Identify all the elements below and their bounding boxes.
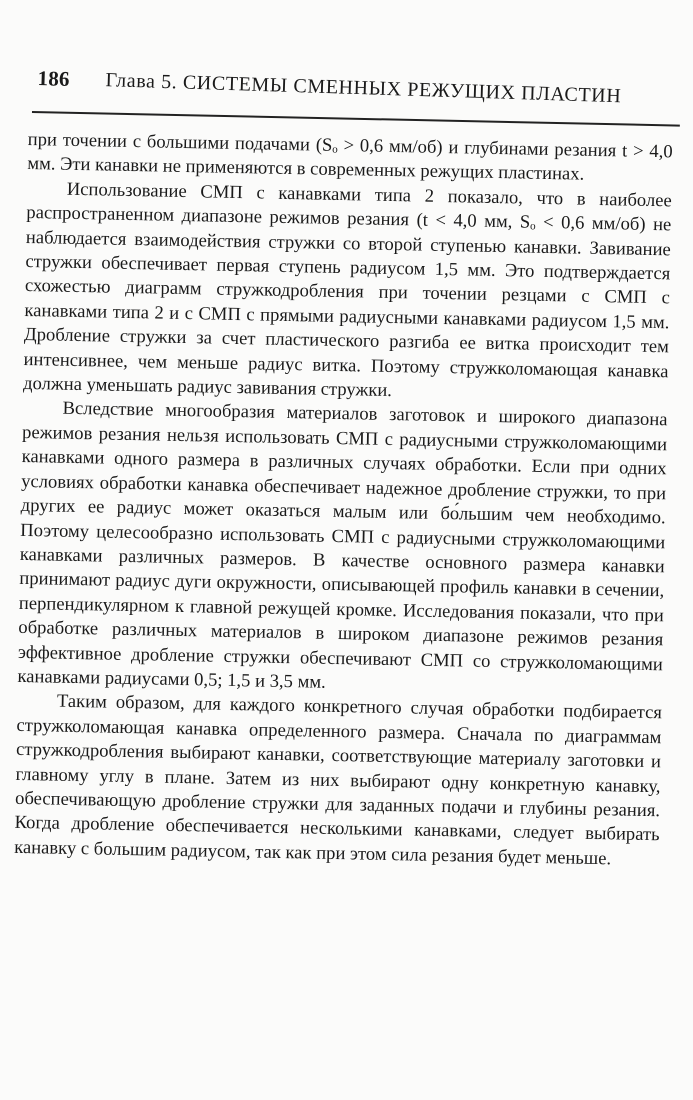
paragraph: при точении с большими подачами (Sₒ > 0,6 мм/об) и глубинами резания t > 4,0 мм. Эти канавки не применяются в современных режущих пластинах. xyxy=(27,128,673,186)
body-text xyxy=(14,128,673,872)
paragraph: Вследствие многообразия материалов заготовок и широкого диапазона режимов резания нельзя использовать СМП с радиусными стружколомающими канавками одного размера в различных случаях обработки. Если при одних условиях обработки канавка обеспечивает надежное дробление стружки, то при других ее радиус может оказаться малым или бо́льшим чем необходимо. Поэтому целесообразно использовать СМП с радиусными стружколомающими канавками различных размеров. В качестве основного размера канавки принимают радиус дуги окружности, описывающей профиль канавки в сечении, перпендикулярном к главной режущей кромке. Исследования показали, что при обработке различных материалов в широком диапазоне режимов резания эффективное дробление стружки обеспечивают СМП со стружколомающими канавками радиусами 0,5; 1,5 и 3,5 мм. xyxy=(17,398,668,693)
chapter-title: Глава 5. СИСТЕМЫ СМЕННЫХ РЕЖУЩИХ ПЛАСТИН xyxy=(105,69,622,108)
running-head xyxy=(37,66,678,120)
paragraph: Таким образом, для каждого конкретного случая обработки подбирается стружколомающая канавка определенного размера. Сначала по диаграммам стружкодробления выбирают канавки, соответствующие материалу заготовки и главному углу в плане. Затем из них выбирают одну конкретную канавку, обеспечивающую дробление стружки для заданных подачи и глубины резания. Когда дробление обеспечивается несколькими канавками, следует выбирать канавку с большим радиусом, так как при этом сила резания будет меньше. xyxy=(13,691,663,870)
page-number: 186 xyxy=(37,66,71,91)
paragraph: Использование СМП с канавками типа 2 показало, что в наиболее распространенном диапазоне режимов резания (t < 4,0 мм, Sₒ < 0,6 мм/об) не наблюдается взаимодействия стружки со второй ступенью канавки. Завивание стружки обеспечивает первая ступень радиусом 1,5 мм. Это подтверждается схожестью диаграмм стружкодробления при точении резцами с СМП с канавками типа 2 и с СМП с прямыми радиусными канавками радиусом 1,5 мм. Дробление стружки за счет пластического разгиба ее витка происходит тем интенсивнее, чем меньше радиус витка. Поэтому стружколомающая канавка должна уменьшать радиус завивания стружки. xyxy=(22,178,672,402)
